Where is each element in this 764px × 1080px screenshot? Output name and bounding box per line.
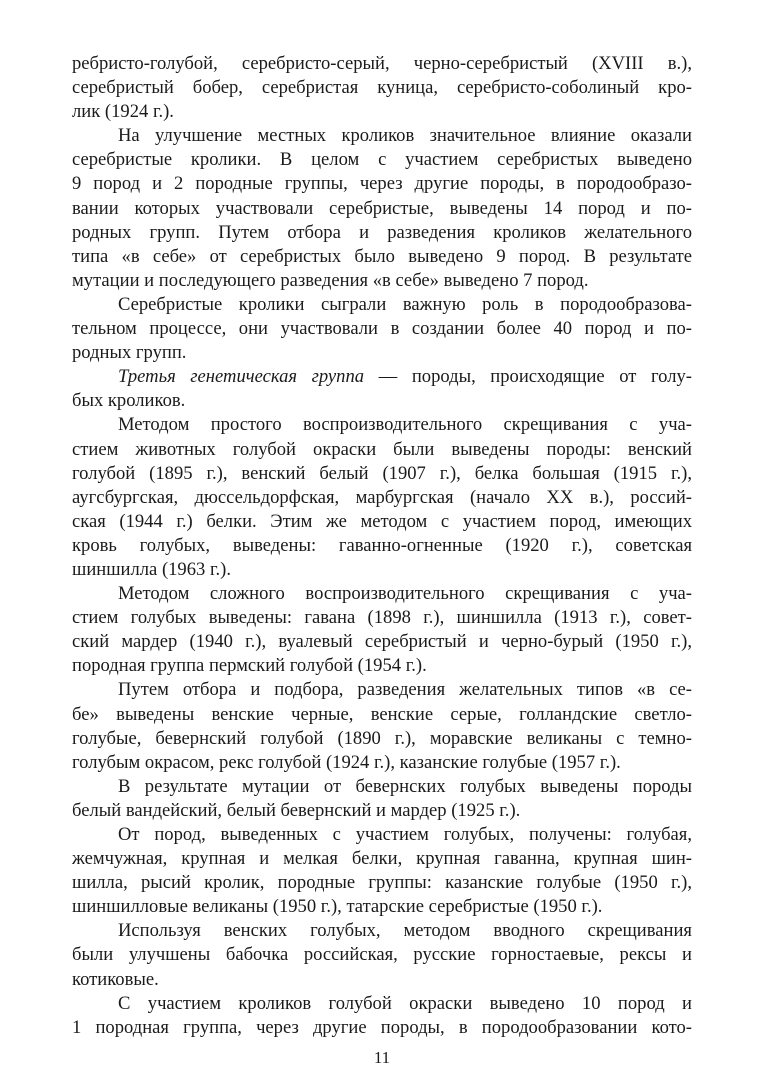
text-line: белый вандейский, белый бевернский и мардер (1925 г.). (72, 799, 521, 821)
text-line: Серебристые кролики сыграли важную роль в породообразова- (118, 293, 692, 315)
text-line: родных групп. Путем отбора и разведения кроликов желательного (72, 221, 692, 243)
text-line: голубой (1895 г.), венский белый (1907 г.), белка большая (1915 г.), (72, 462, 692, 484)
text-line: жемчужная, крупная и мелкая белки, крупная гаванна, крупная шин- (72, 848, 692, 870)
text-line: бе» выведены венские черные, венские серые, голландские светло- (72, 703, 692, 725)
text-line: типа «в себе» от серебристых было выведено 9 пород. В результате (72, 245, 692, 267)
text-line: ская (1944 г.) белки. Этим же методом с участием пород, имеющих (72, 510, 692, 532)
text-line: родных групп. (72, 342, 187, 364)
text-fragment: — породы, происходящие от голу- (364, 366, 692, 388)
text-line: кровь голубых, выведены: гаванно-огненные (1920 г.), советская (72, 534, 692, 556)
text-line: Методом сложного воспроизводительного скрещивания с уча- (118, 583, 692, 605)
text-line: серебристые кролики. В целом с участием серебристых выведено (72, 149, 692, 171)
text-line: тельном процессе, они участвовали в создании более 40 пород и по- (72, 318, 692, 340)
text-line: 1 породная группа, через другие породы, в породообразовании кото- (72, 1016, 692, 1038)
text-line: шилла, рысий кролик, породные группы: казанские голубые (1950 г.), (72, 872, 692, 894)
text-line: вании которых участвовали серебристые, выведены 14 пород и по- (72, 197, 692, 219)
text-line: ребристо-голубой, серебристо-серый, черно-серебристый (XVIII в.), (72, 53, 692, 74)
text-line: С участием кроликов голубой окраски выведено 10 пород и (118, 992, 692, 1014)
emphasized-term: Третья генетическая группа (118, 366, 365, 388)
text-line: голубые, бевернский голубой (1890 г.), моравские великаны с темно- (72, 727, 692, 749)
text-line: мутации и последующего разведения «в себе» выведено 7 пород. (72, 269, 589, 291)
text-line: голубым окрасом, рекс голубой (1924 г.), казанские голубые (1957 г.). (72, 751, 621, 773)
text-line: были улучшены бабочка российская, русские горностаевые, рексы и (72, 944, 692, 966)
text-line: Путем отбора и подбора, разведения желательных типов «в се- (118, 679, 692, 701)
page-number: 11 (373, 1048, 391, 1067)
text-line: стием голубых выведены: гавана (1898 г.), шиншилла (1913 г.), совет- (72, 607, 692, 629)
text-line: Используя венских голубых, методом вводного скрещивания (118, 920, 692, 942)
text-line-with-emphasis (72, 365, 692, 389)
text-line: котиковые. (72, 968, 159, 990)
text-line: Методом простого воспроизводительного скрещивания с уча- (118, 414, 692, 436)
text-line: породная группа пермский голубой (1954 г.). (72, 655, 427, 677)
text-line: серебристый бобер, серебристая куница, серебристо-соболиный кро- (72, 77, 692, 99)
text-line: От пород, выведенных с участием голубых, получены: голубая, (118, 824, 692, 845)
text-line: шиншилла (1963 г.). (72, 558, 231, 580)
text-line: На улучшение местных кроликов значительное влияние оказали (118, 125, 692, 147)
text-line: В результате мутации от бевернских голубых выведены породы (118, 775, 692, 797)
text-line: шиншилловые великаны (1950 г.), татарские серебристые (1950 г.). (72, 896, 603, 918)
text-line: стием животных голубой окраски были выведены породы: венский (72, 438, 692, 460)
text-line: бых кроликов. (72, 390, 186, 412)
text-line: ский мардер (1940 г.), вуалевый серебристый и черно-бурый (1950 г.), (72, 631, 692, 653)
text-line: 9 пород и 2 породные группы, через другие породы, в породообразо- (72, 173, 692, 195)
text-line: аугсбургская, дюссельдорфская, марбургская (начало XX в.), россий- (72, 486, 692, 508)
text-line: лик (1924 г.). (72, 101, 174, 123)
